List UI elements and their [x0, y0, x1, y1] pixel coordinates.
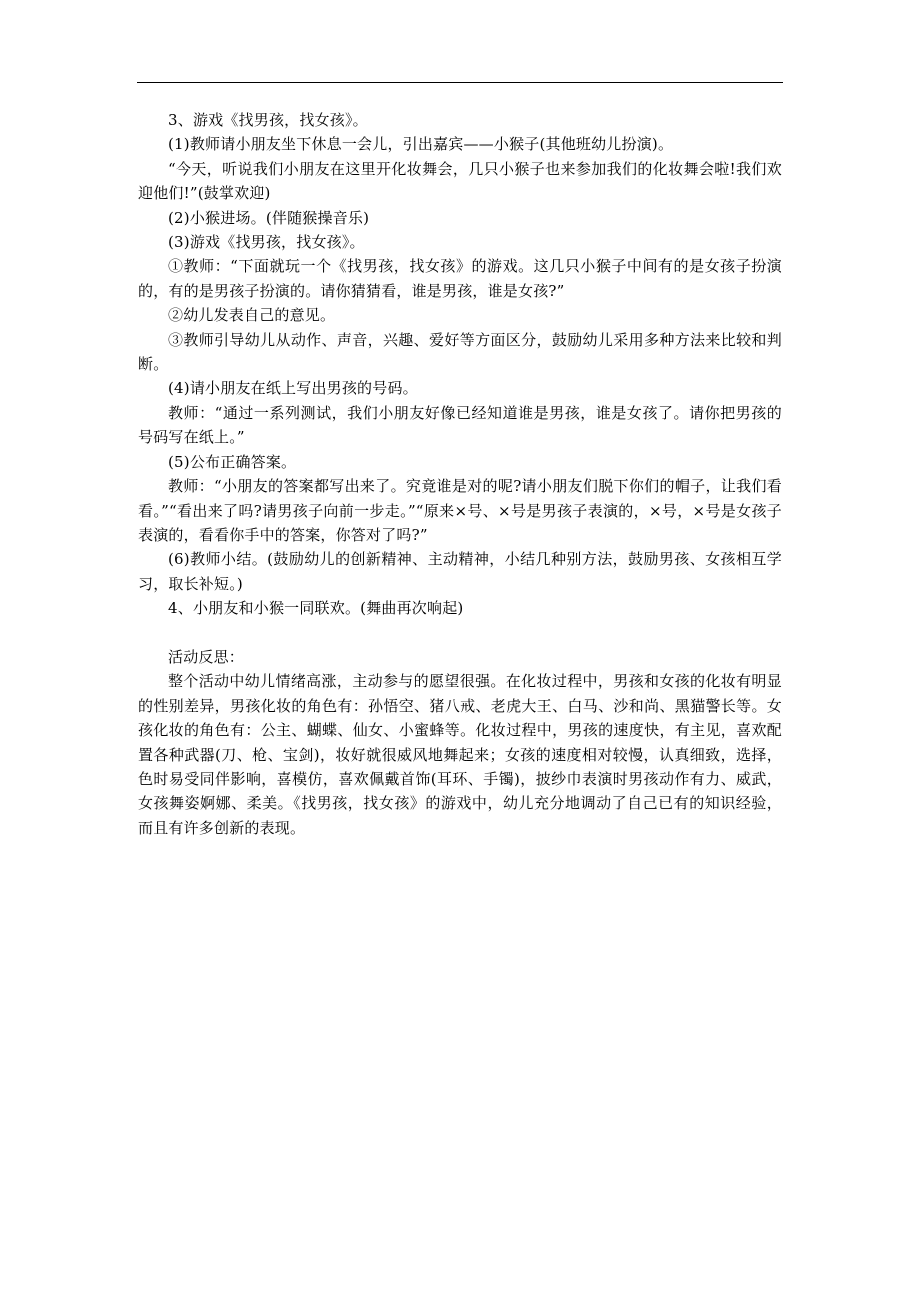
- paragraph: 教师：“通过一系列测试，我们小朋友好像已经知道谁是男孩，谁是女孩了。请你把男孩的号码写在纸上。”: [138, 403, 782, 447]
- section-heading-celebration: 4、小朋友和小猴一同联欢。(舞曲再次响起): [168, 599, 464, 618]
- paragraph: 教师：“小朋友的答案都写出来了。究竟谁是对的呢?请小朋友们脱下你们的帽子，让我们看看。”“看出来了吗?请男孩子向前一步走。”“原来×号、×号是男孩子表演的，×号，×号是女孩子表演的，看看你手中的答案，你答对了吗?”: [138, 477, 782, 544]
- header-rule: [137, 82, 783, 83]
- paragraph: (2)小猴进场。(伴随猴操音乐): [168, 208, 370, 227]
- paragraph: “今天，听说我们小朋友在这里开化妆舞会，几只小猴子也来参加我们的化妆舞会啦!我们欢迎他们!”(鼓掌欢迎): [138, 159, 782, 203]
- paragraph: (4)请小朋友在纸上写出男孩的号码。: [168, 379, 418, 398]
- section-heading-game: 3、游戏《找男孩，找女孩》。: [168, 111, 368, 129]
- section-heading-reflection: 活动反思：: [168, 647, 245, 666]
- paragraph: (5)公布正确答案。: [168, 452, 297, 471]
- paragraph: ③教师引导幼儿从动作、声音，兴趣、爱好等方面区分，鼓励幼儿采用多种方法来比较和判断。: [138, 330, 782, 374]
- document-body: [138, 108, 782, 840]
- paragraph: (1)教师请小朋友坐下休息一会儿，引出嘉宾——小猴子(其他班幼儿扮演)。: [168, 135, 674, 154]
- paragraph: ②幼儿发表自己的意见。: [168, 306, 336, 325]
- reflection-paragraph: 整个活动中幼儿情绪高涨，主动参与的愿望很强。在化妆过程中，男孩和女孩的化妆有明显的性别差异，男孩化妆的角色有：孙悟空、猪八戒、老虎大王、白马、沙和尚、黑猫警长等。女孩化妆的角色有：公主、蝴蝶、仙女、小蜜蜂等。化妆过程中，男孩的速度快，有主见，喜欢配置各种武器(刀、枪、宝剑)，妆好就很威风地舞起来；女孩的速度相对较慢，认真细致，选择，色时易受同伴影响，喜模仿，喜欢佩戴首饰(耳环、手镯)，披纱巾表演时男孩动作有力、威武，女孩舞姿婀娜、柔美。《找男孩，找女孩》的游戏中，幼儿充分地调动了自己已有的知识经验，而且有许多创新的表现。: [138, 672, 782, 837]
- paragraph: (6)教师小结。(鼓励幼儿的创新精神、主动精神，小结几种别方法，鼓励男孩、女孩相互学习，取长补短。): [138, 550, 782, 593]
- paragraph: ①教师：“下面就玩一个《找男孩，找女孩》的游戏。这几只小猴子中间有的是女孩子扮演的，有的是男孩子扮演的。请你猜猜看，谁是男孩，谁是女孩?”: [138, 257, 782, 300]
- paragraph: (3)游戏《找男孩，找女孩》。: [168, 233, 365, 252]
